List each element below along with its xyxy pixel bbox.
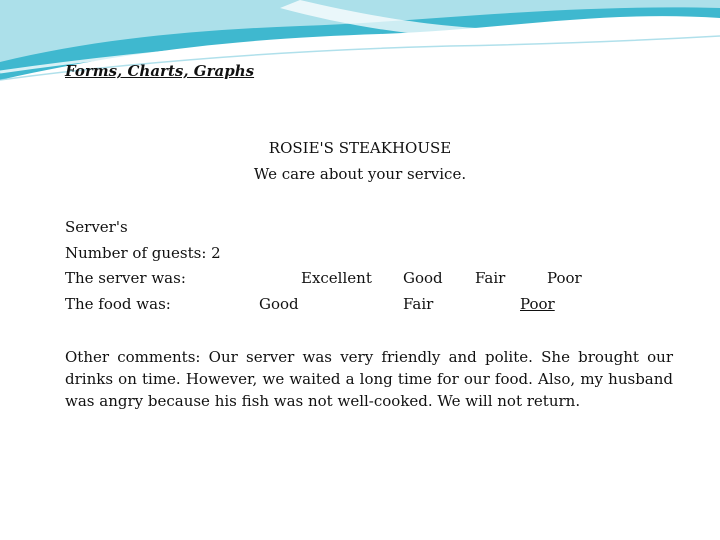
guests-line: Number of guests: 2 (65, 244, 221, 262)
restaurant-tagline: We care about your service. (253, 165, 467, 183)
server-option-poor: Poor (547, 269, 582, 287)
server-option-fair: Fair (475, 269, 506, 287)
other-comments: Other comments: Our server was very friendly and polite. She brought our drinks on time. However, we waited a long time for our food. Also, my husband was angry because his fish was not well-cooked. We will not return. (65, 348, 673, 410)
food-option-good: Good (259, 295, 299, 313)
server-option-excellent: Excellent (301, 269, 372, 287)
restaurant-name: ROSIE'S STEAKHOUSE (268, 139, 452, 157)
slide-heading: Forms, Charts, Graphs (65, 62, 255, 80)
server-option-good: Good (403, 269, 443, 287)
server-rating-label: The server was: (65, 269, 186, 287)
server-label: Server's (65, 218, 128, 236)
food-rating-label: The food was: (65, 295, 171, 313)
food-option-fair: Fair (403, 295, 434, 313)
food-option-poor-selected: Poor (520, 295, 555, 313)
